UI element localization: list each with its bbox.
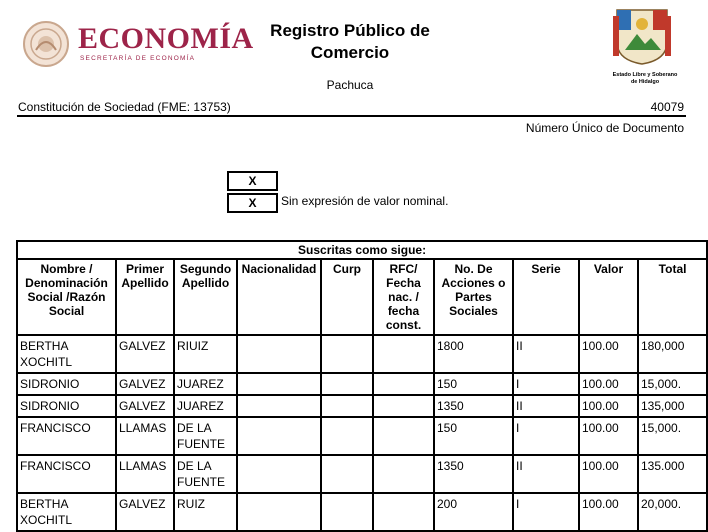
column-header: Serie: [513, 259, 579, 335]
table-cell: 180,000: [638, 335, 707, 373]
table-cell: SIDRONIO: [17, 395, 116, 417]
subscription-table: [16, 240, 708, 532]
table-cell: 200: [434, 493, 513, 531]
table-cell: 135.000: [638, 455, 707, 493]
table-cell: BERTHA XOCHITL: [17, 493, 116, 531]
table-cell: [237, 335, 321, 373]
table-cell: GALVEZ: [116, 335, 174, 373]
table-cell: FRANCISCO: [17, 455, 116, 493]
table-cell: [321, 417, 373, 455]
table-cell: 1800: [434, 335, 513, 373]
title-line-2: Comercio: [310, 43, 390, 62]
nominal-value-label: Sin expresión de valor nominal.: [281, 194, 449, 208]
table-cell: [373, 373, 434, 395]
table-cell: I: [513, 417, 579, 455]
table-cell: BERTHA XOCHITL: [17, 335, 116, 373]
title-line-1: Registro Público de: [270, 21, 430, 40]
table-cell: 15,000.: [638, 417, 707, 455]
table-cell: [237, 395, 321, 417]
table-cell: 150: [434, 417, 513, 455]
table-cell: [321, 335, 373, 373]
table-cell: [321, 455, 373, 493]
crest-caption: [600, 72, 690, 85]
table-cell: II: [513, 455, 579, 493]
table-cell: 135,000: [638, 395, 707, 417]
table-cell: [321, 395, 373, 417]
table-cell: I: [513, 373, 579, 395]
column-header: Nacionalidad: [237, 259, 321, 335]
table-cell: GALVEZ: [116, 395, 174, 417]
table-cell: SIDRONIO: [17, 373, 116, 395]
table-cell: 1350: [434, 455, 513, 493]
column-header: Valor: [579, 259, 638, 335]
table-cell: DE LA FUENTE: [174, 417, 237, 455]
table-cell: 100.00: [579, 493, 638, 531]
table-cell: II: [513, 395, 579, 417]
table-cell: RIUIZ: [174, 335, 237, 373]
table-cell: [321, 493, 373, 531]
table-row: [17, 373, 707, 395]
table-cell: [237, 417, 321, 455]
table-row: [17, 455, 707, 493]
table-cell: FRANCISCO: [17, 417, 116, 455]
table-cell: 150: [434, 373, 513, 395]
table-cell: 100.00: [579, 373, 638, 395]
table-cell: 100.00: [579, 395, 638, 417]
table-cell: LLAMAS: [116, 455, 174, 493]
column-header: Primer Apellido: [116, 259, 174, 335]
table-cell: II: [513, 335, 579, 373]
table-cell: [237, 373, 321, 395]
table-row: [17, 493, 707, 531]
table-row: [17, 335, 707, 373]
table-cell: [373, 395, 434, 417]
table-cell: I: [513, 493, 579, 531]
table-caption: Suscritas como sigue:: [17, 241, 707, 259]
hidalgo-crest-icon: [611, 6, 673, 66]
column-header: Total: [638, 259, 707, 335]
option-box-1: X: [227, 171, 278, 191]
table-cell: RUIZ: [174, 493, 237, 531]
subscription-table-wrapper: [16, 240, 700, 527]
table-cell: 100.00: [579, 417, 638, 455]
city-label: Pachuca: [326, 78, 374, 92]
table-cell: JUAREZ: [174, 373, 237, 395]
table-cell: [373, 455, 434, 493]
table-cell: LLAMAS: [116, 417, 174, 455]
table-cell: GALVEZ: [116, 373, 174, 395]
table-cell: [237, 493, 321, 531]
column-header: Curp: [321, 259, 373, 335]
page-title: [250, 20, 450, 64]
document-type: Constitución de Sociedad (FME: 13753): [18, 100, 231, 114]
table-cell: [373, 335, 434, 373]
table-row: [17, 395, 707, 417]
table-cell: [373, 493, 434, 531]
crest-caption-line-1: Estado Libre y Soberano: [612, 72, 678, 78]
document-number-label: Número Único de Documento: [525, 121, 684, 135]
table-cell: 100.00: [579, 335, 638, 373]
document-number: 40079: [650, 100, 684, 114]
economia-logo-subtitle: SECRETARÍA DE ECONOMÍA: [80, 55, 196, 62]
table-cell: [237, 455, 321, 493]
table-cell: DE LA FUENTE: [174, 455, 237, 493]
header-divider: [17, 115, 686, 117]
table-cell: [373, 417, 434, 455]
table-cell: 20,000.: [638, 493, 707, 531]
table-cell: 100.00: [579, 455, 638, 493]
table-row: [17, 417, 707, 455]
column-header: Segundo Apellido: [174, 259, 237, 335]
crest-caption-line-2: de Hidalgo: [630, 78, 660, 85]
column-header: Nombre / Denominación Social /Razón Social: [17, 259, 116, 335]
economia-seal-icon: [22, 20, 70, 68]
table-cell: GALVEZ: [116, 493, 174, 531]
column-header: No. De Acciones o Partes Sociales: [434, 259, 513, 335]
table-cell: [321, 373, 373, 395]
table-cell: 15,000.: [638, 373, 707, 395]
table-cell: JUAREZ: [174, 395, 237, 417]
table-cell: 1350: [434, 395, 513, 417]
economia-logo-text: ECONOMÍA: [78, 22, 254, 55]
column-header: RFC/ Fecha nac. / fecha const.: [373, 259, 434, 335]
option-box-2: X: [227, 193, 278, 213]
